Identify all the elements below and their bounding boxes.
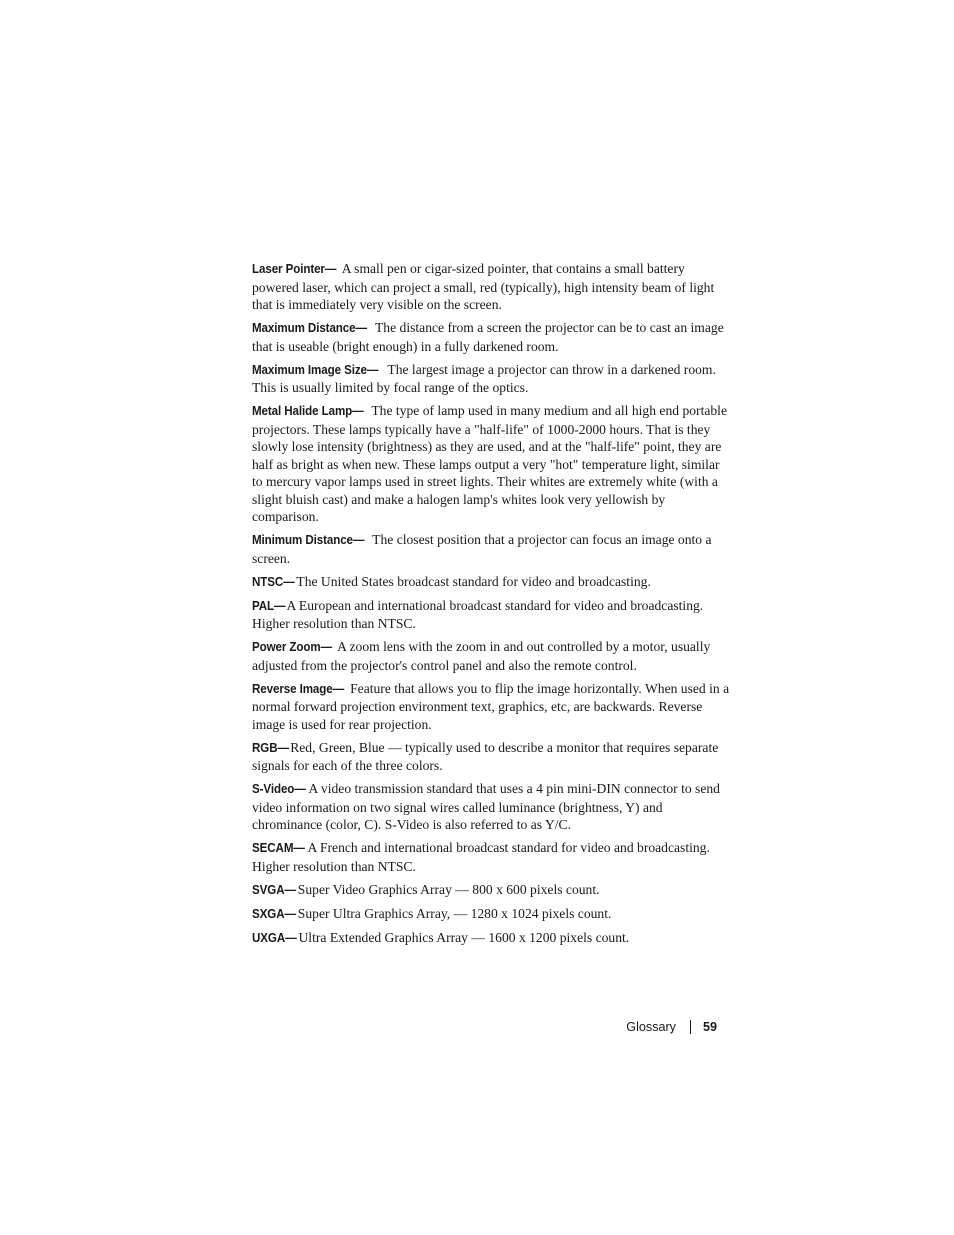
glossary-definition: Super Ultra Graphics Array, — 1280 x 1024 pixels count. — [297, 905, 612, 921]
page-number: 59 — [702, 1020, 717, 1034]
glossary-entry-maximum-image-size — [252, 361, 730, 397]
glossary-term: Minimum Distance— — [252, 533, 365, 547]
glossary-entry-uxga — [252, 929, 730, 948]
glossary-term: Laser Pointer— — [252, 262, 337, 276]
glossary-term: Maximum Distance— — [252, 321, 367, 335]
glossary-entry-s-video — [252, 780, 730, 834]
glossary-definition: The closest position that a projector can focus an image onto a screen. — [252, 532, 712, 566]
glossary-term: Reverse Image— — [252, 681, 345, 696]
glossary-entry-reverse-image — [252, 680, 730, 734]
glossary-term: PAL— — [252, 598, 286, 613]
glossary-entry-power-zoom — [252, 638, 730, 674]
glossary-entry-maximum-distance — [252, 319, 730, 355]
glossary-entry-secam — [252, 839, 730, 875]
glossary-term: Power Zoom— — [252, 640, 333, 654]
glossary-definition: A zoom lens with the zoom in and out controlled by a motor, usually adjusted from the projector's control panel and also the remote control. — [252, 639, 711, 673]
glossary-definition: A video transmission standard that uses a 4 pin mini-DIN connector to send video information on two signal wires called luminance (brightness, Y) and chrominance (color, C). S-Video is also referred to as Y/C. — [252, 781, 720, 832]
glossary-term: NTSC— — [252, 574, 295, 589]
glossary-term: SXGA— — [252, 906, 296, 921]
glossary-term: Metal Halide Lamp— — [252, 404, 364, 418]
glossary-definition: The type of lamp used in many medium and all high end portable projectors. These lamps typically have a "half-life" of 1000-2000 hours. That is they slowly lose intensity (brightness) as they are used, and at the "half-life" point, they are half as bright as when new. These lamps output a very "hot" temperature light, similar to mercury vapor lamps used in street lights. Their whites are extremely white (with a slight bluish cast) and make a halogen lamp's whites look very yellowish by comparison. — [252, 403, 727, 524]
glossary-entry-laser-pointer — [252, 260, 730, 314]
glossary-term: RGB— — [252, 740, 289, 755]
glossary-definition: Ultra Extended Graphics Array — 1600 x 1200 pixels count. — [298, 929, 630, 945]
glossary-definition: Super Video Graphics Array — 800 x 600 pixels count. — [297, 881, 600, 897]
glossary-definition: A French and international broadcast standard for video and broadcasting. Higher resolution than NTSC. — [252, 840, 710, 874]
glossary-term: SVGA— — [252, 882, 296, 897]
glossary-definition: The United States broadcast standard for video and broadcasting. — [296, 573, 651, 589]
glossary-entry-pal — [252, 597, 730, 633]
glossary-term: SECAM— — [252, 841, 305, 855]
glossary-entry-svga — [252, 881, 730, 900]
glossary-definition: Feature that allows you to flip the image horizontally. When used in a normal forward projection environment text, graphics, etc, are backwards. Reverse image is used for rear projection. — [252, 680, 730, 732]
glossary-entry-rgb — [252, 739, 730, 775]
glossary-entry-metal-halide-lamp — [252, 402, 730, 526]
glossary-entry-sxga — [252, 905, 730, 924]
glossary-definition: Red, Green, Blue — typically used to describe a monitor that requires separate signals for each of the three colors. — [252, 739, 719, 773]
glossary-term: S-Video— — [252, 782, 306, 796]
glossary-definition: The largest image a projector can throw in a darkened room. This is usually limited by focal range of the optics. — [252, 361, 716, 395]
glossary-entry-ntsc — [252, 573, 730, 592]
footer-section-label: Glossary — [626, 1020, 676, 1034]
page-footer — [626, 1020, 717, 1034]
glossary-list — [252, 260, 730, 953]
footer-separator — [690, 1020, 691, 1034]
glossary-term: Maximum Image Size— — [252, 362, 379, 377]
glossary-definition: A European and international broadcast standard for video and broadcasting. Higher resolution than NTSC. — [252, 597, 704, 631]
glossary-definition: A small pen or cigar-sized pointer, that contains a small battery powered laser, which can project a small, red (typically), high intensity beam of light that is immediately very visible on the screen. — [252, 261, 715, 312]
glossary-entry-minimum-distance — [252, 531, 730, 567]
glossary-term: UXGA— — [252, 930, 297, 945]
glossary-definition: The distance from a screen the projector can be to cast an image that is useable (bright enough) in a fully darkened room. — [252, 320, 724, 354]
